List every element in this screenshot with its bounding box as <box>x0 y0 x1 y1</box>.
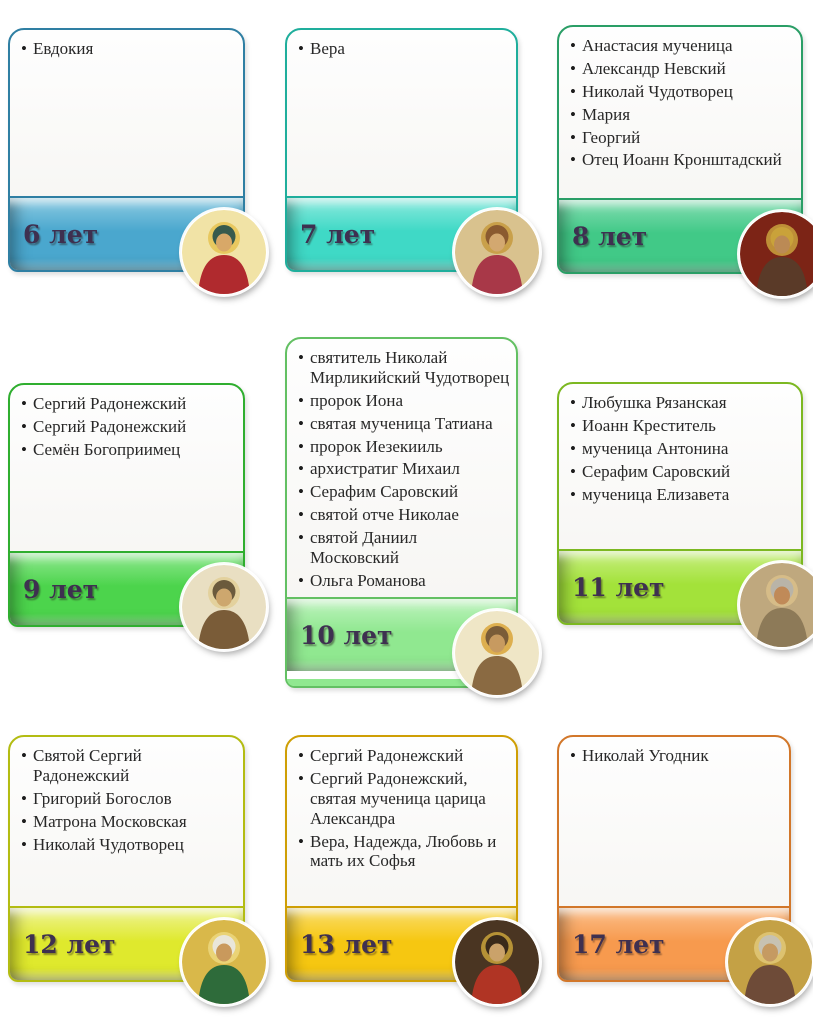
saint-list-item: • Николай Чудотворец <box>21 835 237 855</box>
saint-list-item: • Сергий Радонежский <box>298 746 510 766</box>
saint-list-item: • архистратиг Михаил <box>298 459 510 479</box>
age-card-7-let <box>285 28 518 272</box>
saint-list-item: • святой отче Николае <box>298 505 510 525</box>
saints-list <box>559 27 801 198</box>
saint-list-item: • Мария <box>570 105 795 125</box>
saint-list-item: • пророк Иона <box>298 391 510 411</box>
age-card-9-let <box>8 383 245 627</box>
age-label: 12 лет <box>23 929 116 959</box>
saint-list-item: • мученица Антонина <box>570 439 795 459</box>
saint-list-item: • святой Даниил Московский <box>298 528 510 568</box>
saints-list <box>287 30 516 196</box>
saint-vera-icon <box>454 209 540 295</box>
age-card-13-let <box>285 735 518 982</box>
saint-list-item: • Святой Сергий Радонежский <box>21 746 237 786</box>
saint-list-item: • Сергий Радонежский <box>21 417 237 437</box>
saint-list-item: • Николай Угодник <box>570 746 783 766</box>
age-card-10-let <box>285 337 518 688</box>
saint-list-item: • Александр Невский <box>570 59 795 79</box>
alexander-nevsky-icon <box>739 211 813 297</box>
saint-list-item: • Матрона Московская <box>21 812 237 832</box>
saint-list-item: • Сергий Радонежский <box>21 394 237 414</box>
saint-evdokia-icon <box>181 209 267 295</box>
age-card-8-let <box>557 25 803 274</box>
age-label: 10 лет <box>300 620 393 650</box>
saints-list <box>559 737 789 906</box>
saint-list-item: • мученица Елизавета <box>570 485 795 505</box>
age-label: 9 лет <box>23 574 99 604</box>
saint-list-item: • Ольга Романова <box>298 571 510 591</box>
age-label: 17 лет <box>572 929 665 959</box>
prophet-iona-icon <box>454 610 540 696</box>
sergius-radonezh-icon <box>181 564 267 650</box>
age-card-11-let <box>557 382 803 625</box>
saint-list-item: • пророк Иезекииль <box>298 437 510 457</box>
saints-list <box>287 339 516 597</box>
saint-list-item: • Семён Богоприимец <box>21 440 237 460</box>
saint-list-item: • святитель Николай Мирликийский Чудотворец <box>298 348 510 388</box>
age-label: 6 лет <box>23 219 99 249</box>
saints-list <box>10 385 243 551</box>
seraphim-sarov-icon <box>739 562 813 648</box>
age-label: 8 лет <box>572 221 648 251</box>
saint-list-item: • Вера <box>298 39 510 59</box>
saint-list-item: • Иоанн Креститель <box>570 416 795 436</box>
saint-list-item: • Григорий Богослов <box>21 789 237 809</box>
age-card-17-let <box>557 735 791 982</box>
saint-list-item: • Серафим Саровский <box>570 462 795 482</box>
saint-list-item: • святая мученица Татиана <box>298 414 510 434</box>
saint-list-item: • Евдокия <box>21 39 237 59</box>
saints-list <box>10 30 243 196</box>
saint-list-item: • Любушка Рязанская <box>570 393 795 413</box>
saints-list <box>287 737 516 906</box>
age-label: 7 лет <box>300 219 376 249</box>
age-card-12-let <box>8 735 245 982</box>
saints-list <box>10 737 243 906</box>
age-card-6-let <box>8 28 245 272</box>
saint-list-item: • Георгий <box>570 128 795 148</box>
age-label: 13 лет <box>300 929 393 959</box>
saint-list-item: • Анастасия мученица <box>570 36 795 56</box>
saint-list-item: • Николай Чудотворец <box>570 82 795 102</box>
vera-nadezhda-lyubov-sofia-icon <box>454 919 540 1005</box>
saint-list-item: • Серафим Саровский <box>298 482 510 502</box>
saints-list <box>559 384 801 549</box>
saint-matrona-icon <box>181 919 267 1005</box>
saint-list-item: • Отец Иоанн Кронштадский <box>570 150 795 170</box>
age-label: 11 лет <box>572 572 665 602</box>
saint-list-item: • Сергий Радонежский, святая мученица царица Александра <box>298 769 510 829</box>
saint-list-item: • Вера, Надежда, Любовь и мать их Софья <box>298 832 510 872</box>
nicholas-wonderworker-icon <box>727 919 813 1005</box>
